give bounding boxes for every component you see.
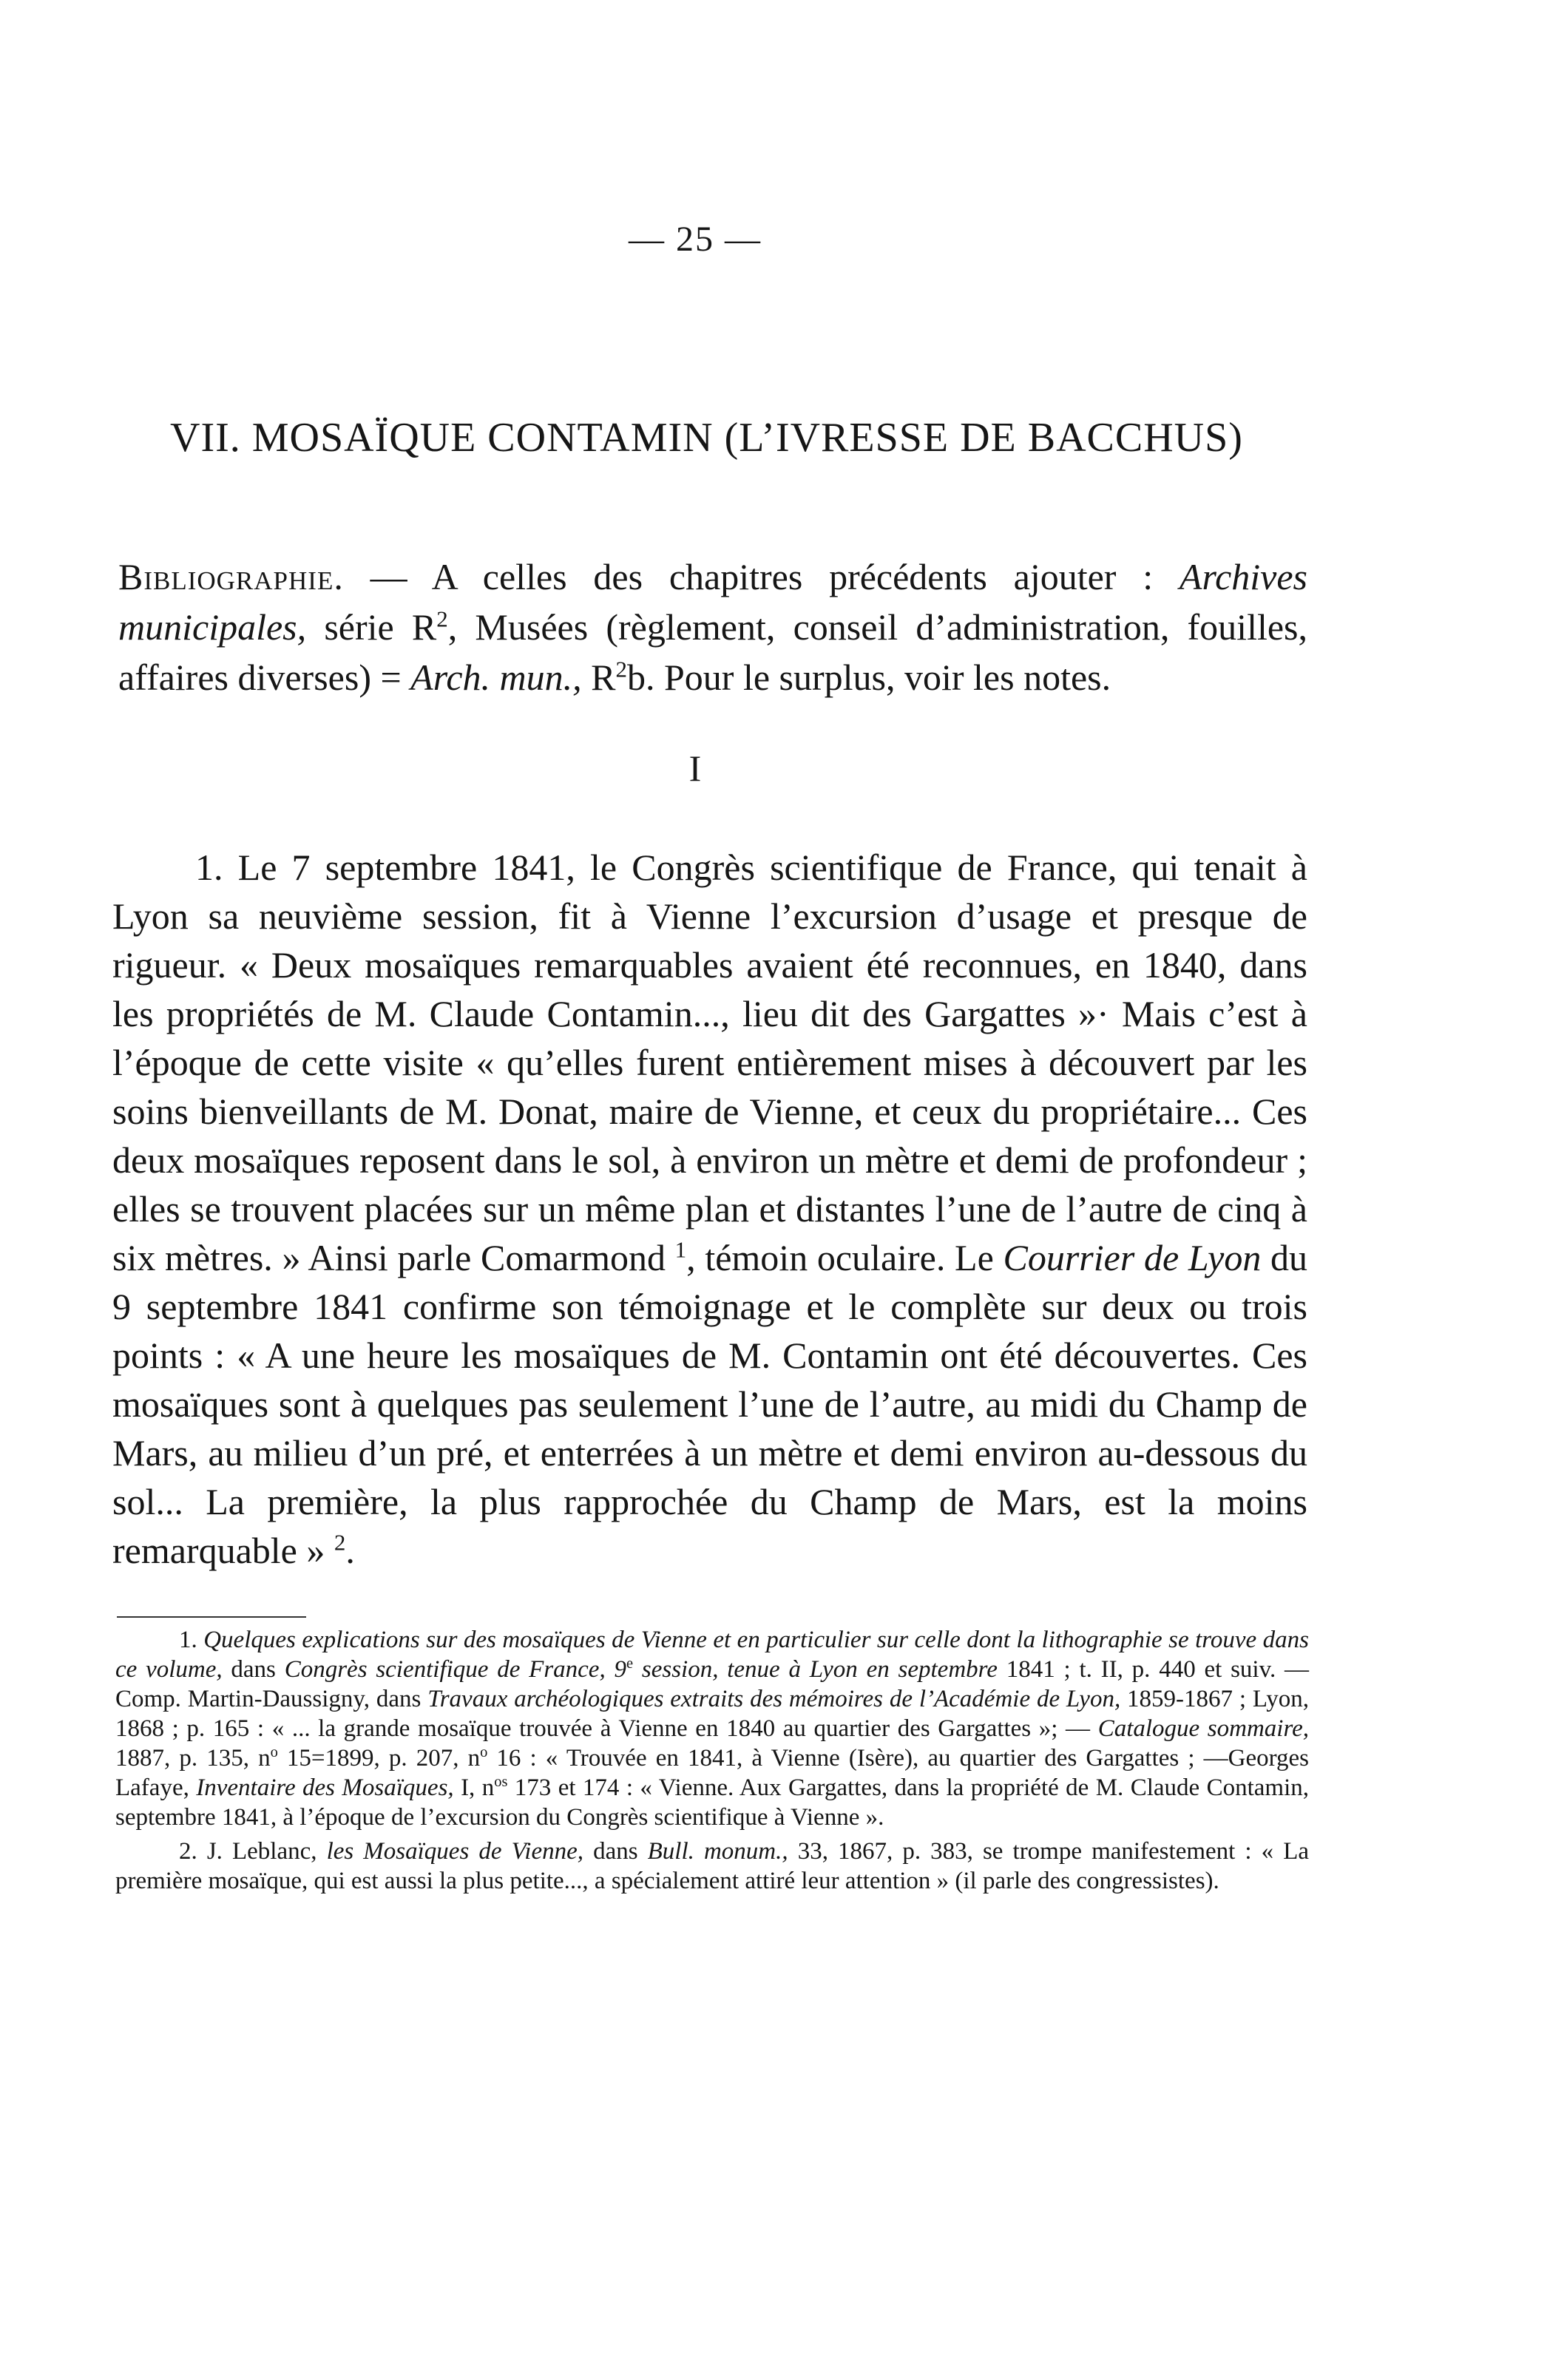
chapter-title: VII. MOSAÏQUE CONTAMIN (L’IVRESSE DE BACCHUS) [170,415,1243,461]
bibliography-italic: Archives municipales, [118,556,1307,648]
bibliography-text: — A celles des chapitres précédents ajouter : [343,556,1180,597]
footnote-1 [115,1625,1309,1832]
footnote-2 [115,1837,1309,1896]
footnote-text: 1859-1867 ; Lyon, 1868 ; p. 165 : « ... la grande mosaïque trouvée à Vienne en 1840 au quartier des Gargattes »; — [115,1686,1309,1742]
body-text: 1. Le 7 septembre 1841, le Congrès scientifique de France, qui tenait à Lyon sa neuvième session, fit à Vienne l’excursion d’usage et presque de rigueur. « Deux mosaïques remarquables avaient été reconnues, en 1840, dans les propriétés de M. Claude Contamin..., lieu dit des Gargattes »· Mais c’est à l’époque de cette visite « qu’elles furent entièrement mises à découvert par les soins bienveillants de M. Donat, maire de Vienne, et ceux du propriétaire... Ces deux mosaïques reposent dans le sol, à environ un mètre et demi de profondeur ; elles se trouvent placées sur un même plan et distantes l’une de l’autre de cinq à six mètres. » Ainsi parle Comarmond [112,847,1307,1278]
footnote-text: 16 : « Trouvée en 1841, à Vienne (Isère), au quartier des Gargattes ; —Georges Lafaye, [115,1745,1309,1801]
footnote-italic: Inventaire des Mosaïques, [196,1774,454,1801]
page-number: — 25 — [629,220,762,259]
body-paragraph [112,843,1307,1575]
body-text: du 9 septembre 1841 confirme son témoignage et le complète sur deux ou trois points : « A une heure les mosaïques de M. Contamin ont été découvertes. Ces mosaïques sont à quelques pas seulement l’une de l’autre, au midi du Champ de Mars, au milieu d’un pré, et enterrées à un mètre et demi environ au-dessous du sol... La première, la plus rapprochée du Champ de Mars, est la moins remarquable » [112,1237,1307,1571]
superscript: 2 [436,606,448,632]
footnote-text: 33, 1867, p. 383, se trompe manifestement : « La première mosaïque, qui est aussi la plus petite..., a spécialement attiré leur attention » (il parle des congressistes). [115,1838,1310,1894]
bibliography-label: Bibliographie. [118,556,344,597]
footnote-reference: 1 [674,1236,687,1263]
footnote-text: 1887, p. 135, n [115,1745,271,1772]
body-text: . [345,1530,355,1571]
bibliography-paragraph [118,552,1307,702]
footnote-number: 2. [179,1838,197,1865]
bibliography-text: série R [306,606,437,648]
footnote-italic: Travaux archéologiques extraits des mémoires de l’Académie de Lyon, [427,1686,1121,1712]
superscript: o [270,1744,278,1760]
bibliography-text: R [581,657,616,698]
section-number: I [688,747,702,789]
footnote-text: 1841 ; t. II, p. 440 et suiv. — Comp. Martin-Daussigny, dans [115,1656,1309,1712]
footnote-italic: les Mosaïques de Vienne, [326,1838,583,1865]
footnote-italic: session, tenue à Lyon en septembre [633,1656,998,1683]
body-italic: Courrier de Lyon [1003,1237,1262,1278]
bibliography-italic: Arch. mun., [410,657,582,698]
superscript: os [494,1774,508,1790]
footnote-text: J. Leblanc, [197,1838,327,1865]
footnotes [115,1625,1309,1900]
footnote-italic: Quelques explications sur des mosaïques de Vienne et en particulier sur celle dont la lithographie se trouve dans ce volume, [115,1627,1309,1683]
footnote-number: 1. [179,1627,197,1653]
bibliography-text: b. Pour le surplus, voir les notes. [626,657,1111,698]
footnote-reference: 2 [334,1529,346,1556]
superscript: e [626,1655,634,1672]
footnote-text: 15=1899, p. 207, n [277,1745,481,1772]
bibliography-text: , Musées (règlement, conseil d’administration, fouilles, affaires diverses) = [118,606,1308,698]
footnote-text: dans [222,1656,285,1683]
footnote-text: dans [583,1838,648,1865]
superscript: 2 [615,656,627,682]
footnote-separator [117,1616,306,1618]
body-text: , témoin oculaire. Le [686,1237,1004,1278]
footnote-text: I, n [453,1774,495,1801]
footnote-text: 173 et 174 : « Vienne. Aux Gargattes, dans la propriété de M. Claude Contamin, septembre 1841, à l’époque de l’excursion du Congrès scientifique à Vienne ». [115,1774,1309,1831]
footnote-italic: Congrès scientifique de France, 9 [284,1656,626,1683]
footnote-italic: Bull. monum., [647,1838,788,1865]
footnote-italic: Catalogue sommaire, [1097,1715,1309,1742]
superscript: o [480,1744,488,1760]
